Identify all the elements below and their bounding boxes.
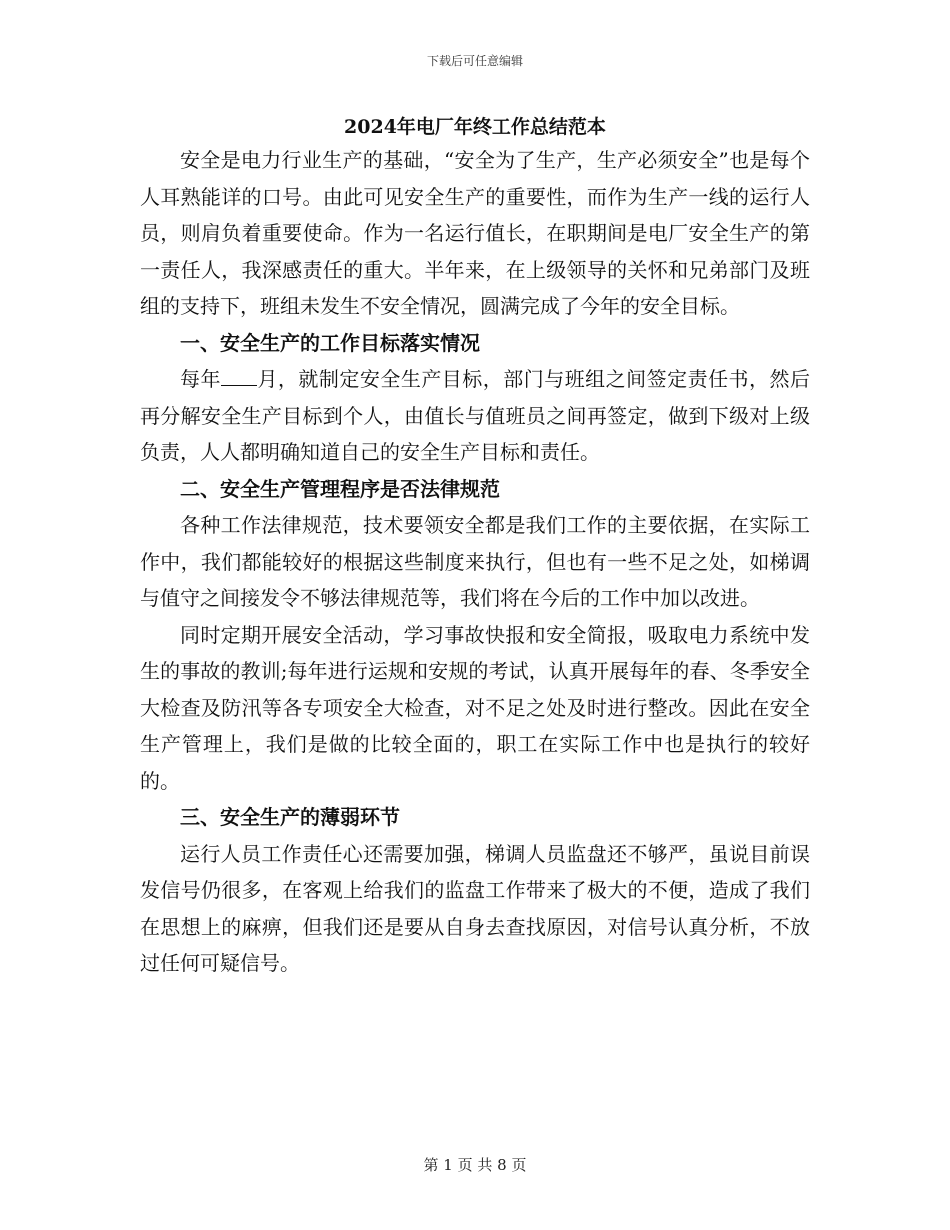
section3-heading: 三、安全生产的薄弱环节 (180, 805, 400, 829)
section2-paragraph-1: 各种工作法律规范，技术要领安全都是我们工作的主要依据，在实际工作中，我们都能较好的根据这些制度来执行，但也有一些不足之处，如梯调与值守之间接发令不够法律规范等，我们将在今后的工作中加以改进。 (140, 513, 810, 610)
section2-paragraph-2: 同时定期开展安全活动，学习事故快报和安全简报，吸取电力系统中发生的事故的教训;每年进行运规和安规的考试，认真开展每年的春、冬季安全大检查及防汛等各专项安全大检查，对不足之处及时进行整改。因此在安全生产管理上，我们是做的比较全面的，职工在实际工作中也是执行的较好的。 (140, 622, 810, 793)
document-body (140, 112, 810, 982)
section3-paragraph-1: 运行人员工作责任心还需要加强，梯调人员监盘还不够严，虽说目前误发信号仍很多，在客观上给我们的监盘工作带来了极大的不便，造成了我们在思想上的麻痹，但我们还是要从自身去查找原因，对信号认真分析，不放过任何可疑信号。 (140, 841, 810, 975)
section1-text-rest: 月，就制定安全生产目标，部门与班组之间签定责任书，然后再分解安全生产目标到个人，由值长与值班员之间再签定，做到下级对上级负责，人人都明确知道自己的安全生产目标和责任。 (140, 367, 811, 464)
section2-heading: 二、安全生产管理程序是否法律规范 (180, 476, 500, 501)
page-header-note: 下载后可任意编辑 (426, 54, 523, 68)
section1-heading: 一、安全生产的工作目标落实情况 (180, 330, 480, 355)
section1-paragraph (140, 361, 810, 471)
fill-in-blank (221, 367, 257, 386)
section1-text-start: 每年 (180, 367, 221, 391)
intro-paragraph: 安全是电力行业生产的基础，“安全为了生产，生产必须安全”也是每个人耳熟能详的口号。由此可见安全生产的重要性，而作为生产一线的运行人员，则肩负着重要使命。作为一名运行值长，在职期间是电厂安全生产的第一责任人，我深感责任的重大。半年来，在上级领导的关怀和兄弟部门及班组的支持下，班组未发生不安全情况，圆满完成了今年的安全目标。 (140, 148, 810, 318)
page-indicator: 第 1 页 共 8 页 (423, 1156, 527, 1174)
document-title: 2024年电厂年终工作总结范本 (344, 116, 606, 138)
